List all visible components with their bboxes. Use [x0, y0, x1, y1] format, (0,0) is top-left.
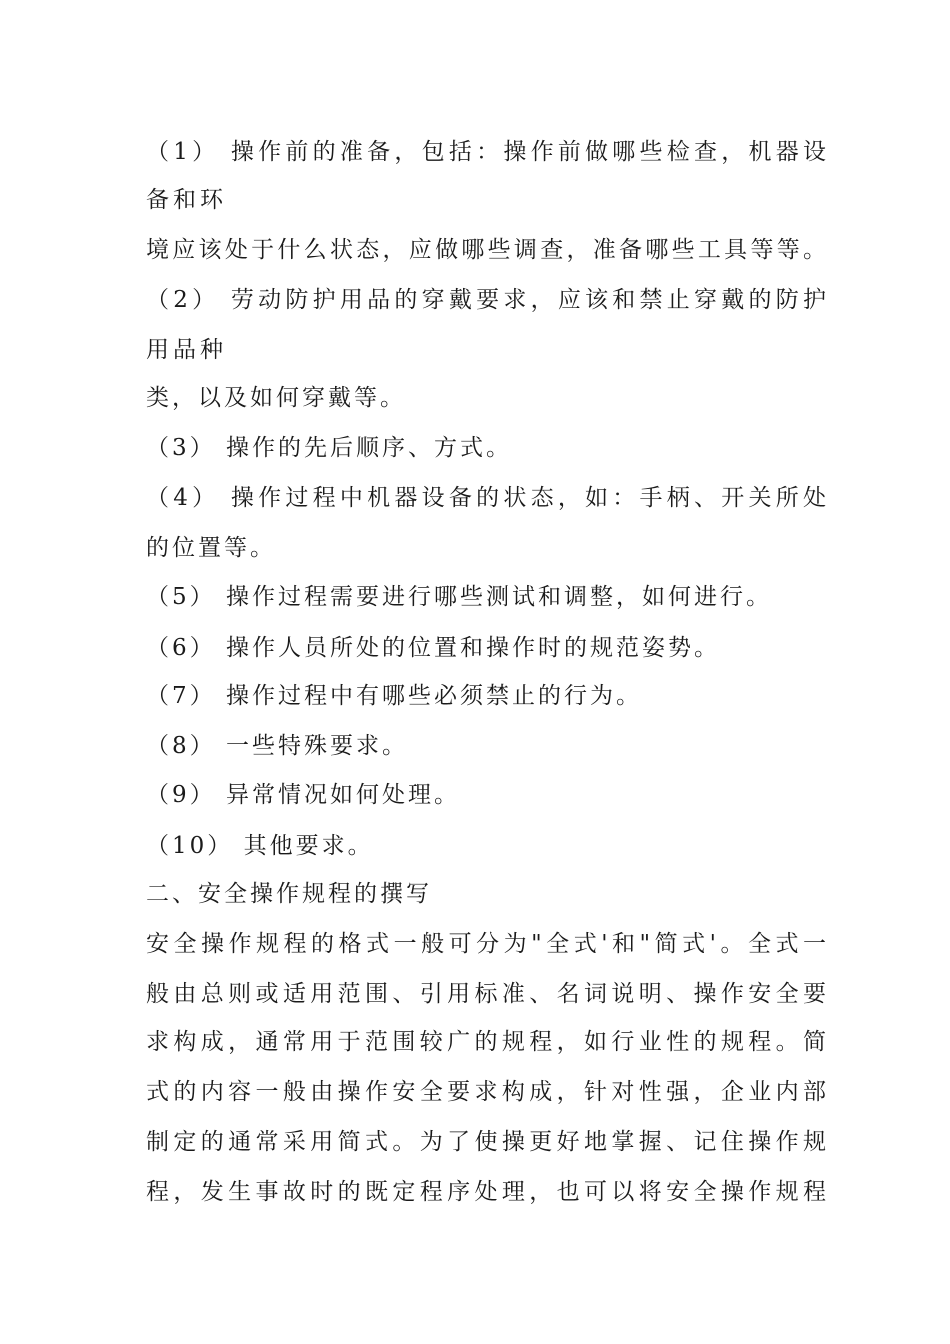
text-line-22: 程，发生事故时的既定程序处理，也可以将安全操作规程	[146, 1179, 826, 1205]
text-line-5: 用品种	[146, 337, 227, 363]
text-line-17: 安全操作规程的格式一般可分为"全式'和"简式'。全式一	[146, 931, 826, 957]
text-line-19: 求构成，通常用于范围较广的规程，如行业性的规程。简	[146, 1029, 826, 1055]
text-line-20: 式的内容一般由操作安全要求构成，针对性强，企业内部	[146, 1079, 826, 1105]
text-line-21: 制定的通常采用简式。为了使操更好地掌握、记住操作规	[146, 1129, 826, 1155]
text-line-12: （7） 操作过程中有哪些必须禁止的行为。	[146, 683, 642, 709]
text-line-4: （2） 劳动防护用品的穿戴要求，应该和禁止穿戴的防护	[146, 287, 826, 313]
text-line-10: （5） 操作过程需要进行哪些测试和调整，如何进行。	[146, 584, 772, 610]
section-heading: 二、安全操作规程的撰写	[146, 881, 432, 907]
text-line-15: （10） 其他要求。	[146, 833, 374, 859]
text-line-18: 般由总则或适用范围、引用标准、名词说明、操作安全要	[146, 981, 826, 1007]
text-line-8: （4） 操作过程中机器设备的状态，如：手柄、开关所处	[146, 485, 826, 511]
text-line-13: （8） 一些特殊要求。	[146, 733, 408, 759]
text-line-7: （3） 操作的先后顺序、方式。	[146, 435, 512, 461]
text-line-3: 境应该处于什么状态，应做哪些调查，准备哪些工具等等。	[146, 237, 826, 263]
text-line-11: （6） 操作人员所处的位置和操作时的规范姿势。	[146, 635, 720, 661]
text-line-9: 的位置等。	[146, 535, 276, 561]
text-line-6: 类，以及如何穿戴等。	[146, 385, 406, 411]
text-line-2: 备和环	[146, 187, 227, 213]
text-line-1: （1） 操作前的准备，包括：操作前做哪些检查，机器设	[146, 139, 826, 165]
text-line-14: （9） 异常情况如何处理。	[146, 782, 460, 808]
